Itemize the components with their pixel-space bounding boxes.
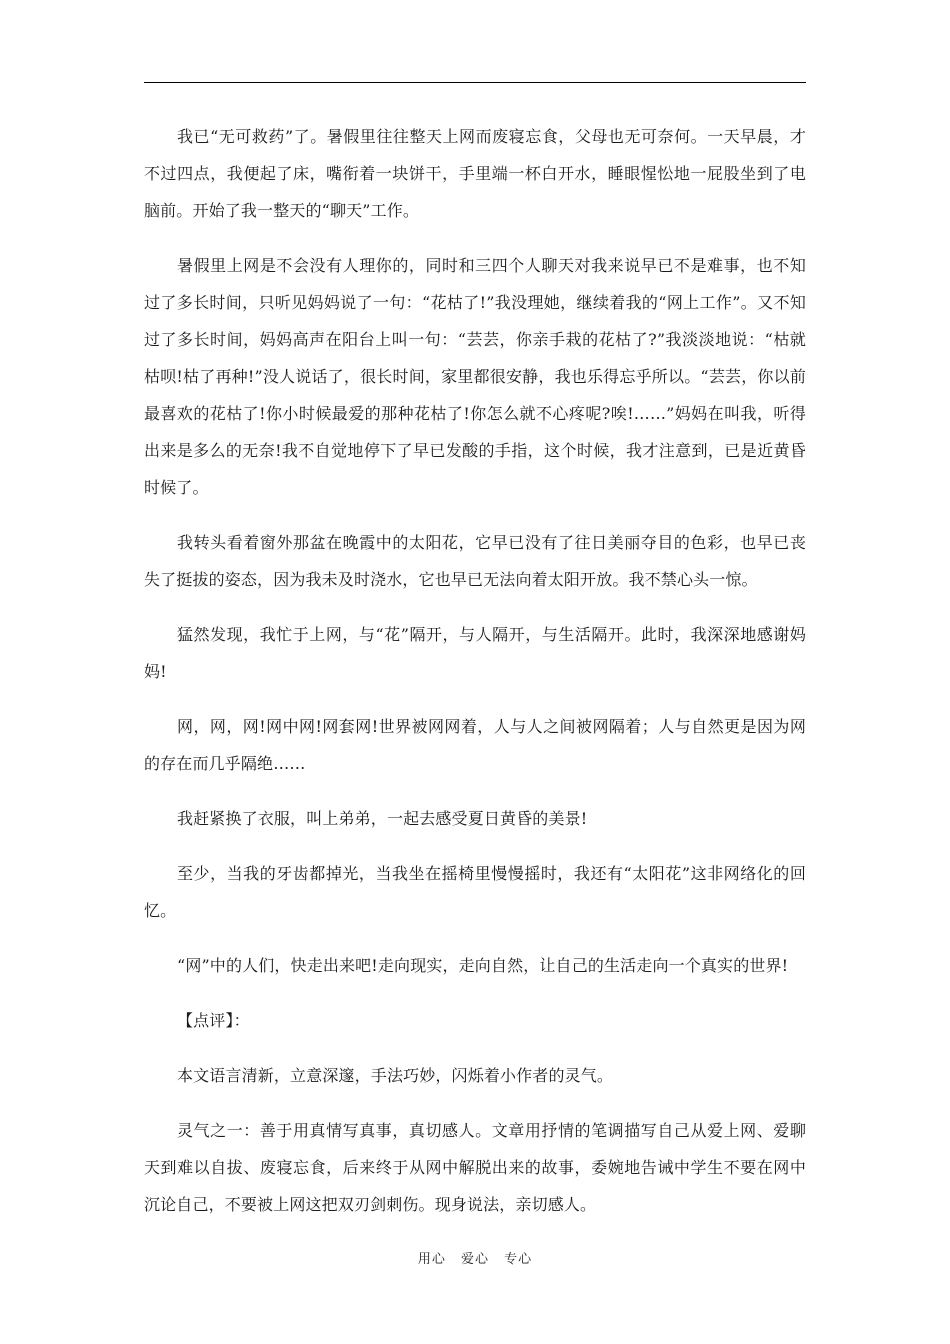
paragraph-6: 我赶紧换了衣服，叫上弟弟，一起去感受夏日黄昏的美景! — [177, 809, 588, 828]
paragraph-7: 至少，当我的牙齿都掉光，当我坐在摇椅里慢慢摇时，我还有“太阳花”这非网络化的回忆。 — [144, 864, 806, 920]
document-body — [144, 118, 806, 1241]
paragraph-5: 网，网，网!网中网!网套网!世界被网网着，人与人之间被网隔着；人与自然更是因为网的存在而几乎隔绝…… — [144, 717, 806, 773]
paragraph-4: 猛然发现，我忙于上网，与“花”隔开，与人隔开，与生活隔开。此时，我深深地感谢妈妈! — [144, 625, 806, 681]
paragraph-3: 我转头看着窗外那盆在晚霞中的太阳花，它早已没有了往日美丽夺目的色彩，也早已丧失了挺拔的姿态，因为我未及时浇水，它也早已无法向着太阳开放。我不禁心头一惊。 — [144, 533, 806, 589]
page-footer: 用心 爱心 专心 — [417, 1252, 533, 1267]
paragraph-1: 我已“无可救药”了。暑假里往往整天上网而废寝忘食，父母也无可奈何。一天早晨，才不过四点，我便起了床，嘴衔着一块饼干，手里端一杯白开水，睡眼惺忪地一屁股坐到了电脑前。开始了我一整天的“聊天”工作。 — [144, 127, 806, 220]
paragraph-8: “网”中的人们，快走出来吧!走向现实，走向自然，让自己的生活走向一个真实的世界! — [177, 956, 789, 975]
review-heading: 【点评】： — [177, 1011, 250, 1030]
review-paragraph-2: 灵气之一：善于用真情写真事，真切感人。文章用抒情的笔调描写自己从爱上网、爱聊天到难以自拔、废寝忘食，后来终于从网中解脱出来的故事，委婉地告诫中学生不要在网中沉论自己，不要被上网这把双刃剑刺伤。现身说法，亲切感人。 — [144, 1121, 806, 1214]
review-paragraph-1: 本文语言清新，立意深邃，手法巧妙，闪烁着小作者的灵气。 — [177, 1066, 614, 1085]
paragraph-2: 暑假里上网是不会没有人理你的，同时和三四个人聊天对我来说早已不是难事，也不知过了多长时间，只听见妈妈说了一句：“花枯了!”我没理她，继续着我的“网上工作”。又不知过了多长时间，妈妈高声在阳台上叫一句：“芸芸，你亲手栽的花枯了?”我淡淡地说：“枯就枯呗!枯了再种!”没人说话了，很长时间，家里都很安静，我也乐得忘乎所以。“芸芸，你以前最喜欢的花枯了!你小时候最爱的那种花枯了!你怎么就不心疼呢?唉!……”妈妈在叫我，听得出来是多么的无奈!我不自觉地停下了早已发酸的手指，这个时候，我才注意到，已是近黄昏时候了。 — [144, 256, 806, 497]
header-rule — [144, 82, 806, 83]
